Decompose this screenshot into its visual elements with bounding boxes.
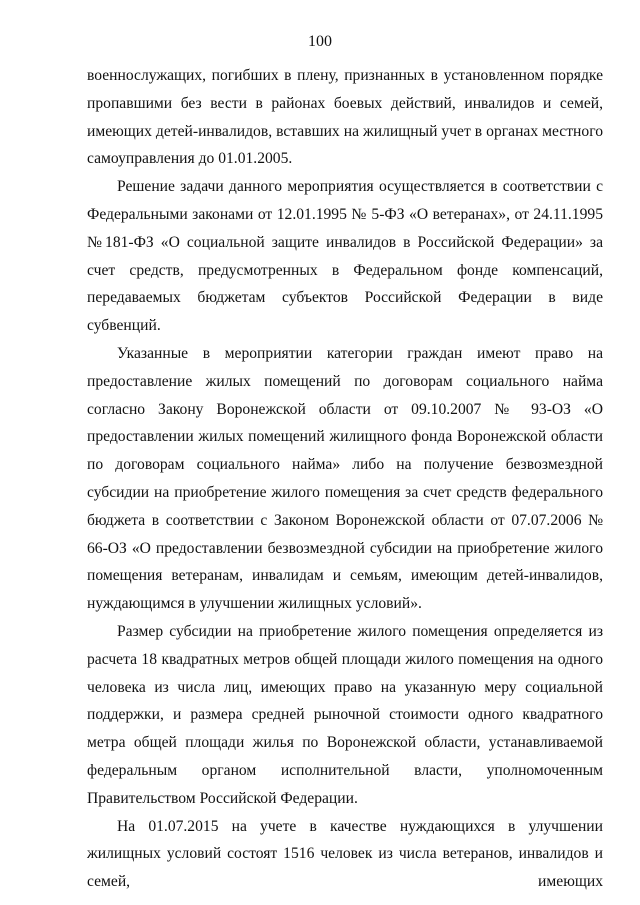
document-body <box>87 62 603 896</box>
paragraph-continuation: военнослужащих, погибших в плену, признанных в установленном порядке пропавшими без вести в районах боевых действий, инвалидов и семей, имеющих детей-инвалидов, вставших на жилищный учет в органах местного самоуправления до 01.01.2005. <box>87 67 603 168</box>
paragraph-waiting-list: На 01.07.2015 на учете в качестве нуждающихся в улучшении жилищных условий состоят 1516 человек из числа ветеранов, инвалидов и семей, имеющих <box>87 817 603 891</box>
paragraph-legal-basis: Решение задачи данного мероприятия осуществляется в соответствии с Федеральными законами от 12.01.1995 № 5-ФЗ «О ветеранах», от 24.11.1995 №181-ФЗ «О социальной защите инвалидов в Российской Федерации» за счет средств, предусмотренных в Федеральном фонде компенсаций, передаваемых бюджетам субъектов Российской Федерации в виде субвенций. <box>87 178 603 335</box>
paragraph-subsidy-size: Размер субсидии на приобретение жилого помещения определяется из расчета 18 квадратных метров общей площади жилого помещения на одного человека из числа лиц, имеющих право на указанную меру социальной поддержки, и размера средней рыночной стоимости одного квадратного метра общей площади жилья по Воронежской области, устанавливаемой федеральным органом исполнительной власти, уполномоченным Правительством Российской Федерации. <box>87 622 603 807</box>
page-number: 100 <box>308 33 332 50</box>
paragraph-eligibility: Указанные в мероприятии категории граждан имеют право на предоставление жилых помещений по договорам социального найма согласно Закону Воронежской области от 09.10.2007 № 93-ОЗ «О предоставлении жилых помещений жилищного фонда Воронежской области по договорам социального найма» либо на получение безвозмездной субсидии на приобретение жилого помещения за счет средств федерального бюджета в соответствии с Законом Воронежской области от 07.07.2006 № 66-ОЗ «О предоставлении безвозмездной субсидии на приобретение жилого помещения ветеранам, инвалидам и семьям, имеющим детей-инвалидов, нуждающимся в улучшении жилищных условий». <box>87 344 603 613</box>
